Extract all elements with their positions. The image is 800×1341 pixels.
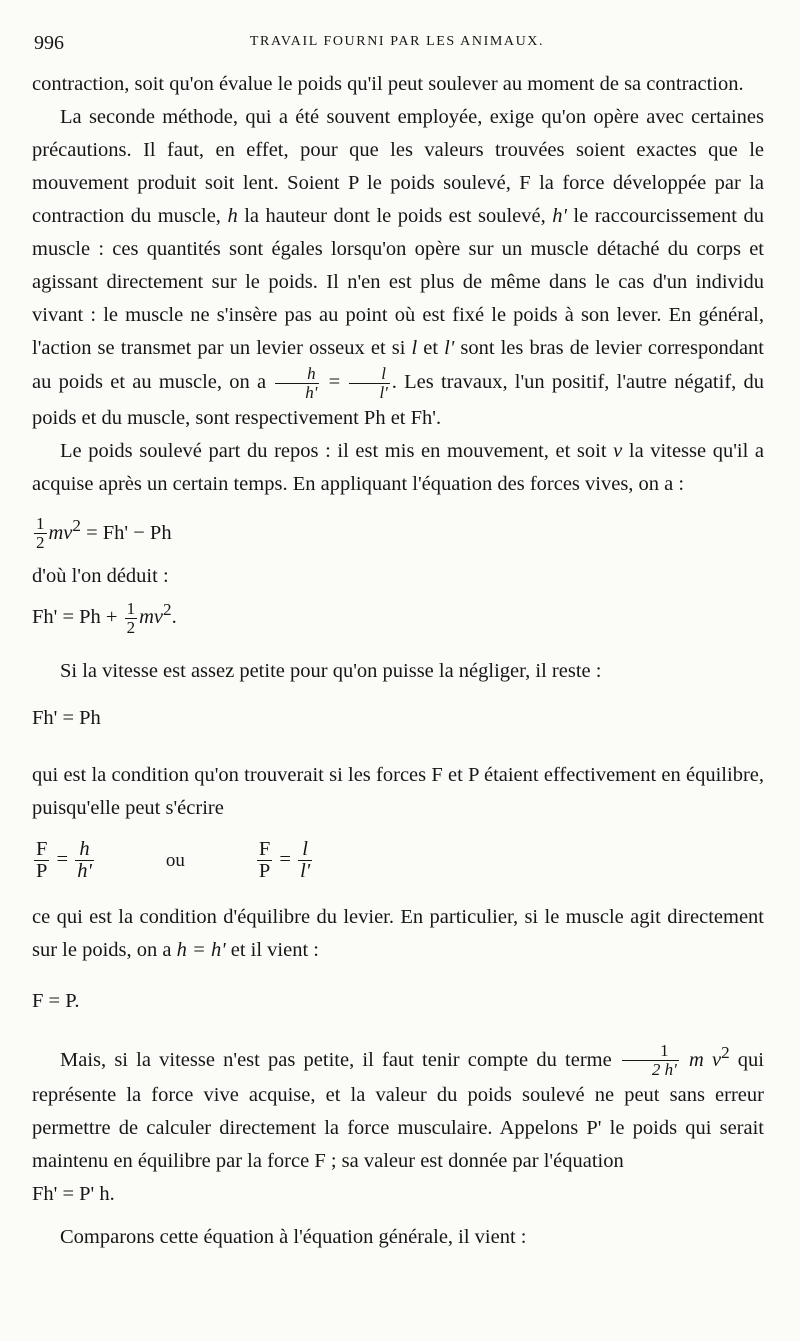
equation-3: Fh' = Ph bbox=[32, 706, 101, 729]
var-l: l bbox=[411, 337, 418, 359]
page-header bbox=[34, 32, 760, 58]
p2-g: et bbox=[385, 406, 411, 429]
eq1-rhs: = Fh' − Ph bbox=[80, 521, 172, 544]
fraction-h-over-h-prime-2: $\frac{h}{h'}$ bbox=[77, 837, 92, 883]
var-h: h bbox=[227, 205, 238, 227]
equation-6: Fh' = P' h. bbox=[32, 1183, 115, 1206]
work-fh-prime: Fh' bbox=[410, 406, 436, 429]
paragraph-7: ce qui est la condition d'équilibre du levier. En particulier, si le muscle agit directement sur le poids, on a h = h' et il vient : bbox=[32, 905, 764, 961]
p8-mv: m v bbox=[688, 1048, 722, 1071]
fraction-f-over-p: $\frac{F}{P}$ bbox=[36, 837, 48, 883]
fraction-one-over-2h-prime: $\frac{1}{2 h'}$ bbox=[622, 1042, 679, 1079]
eq-h-equals-h-prime: h = h' bbox=[176, 938, 226, 961]
eq2-end: . bbox=[171, 605, 177, 628]
p8-square: 2 bbox=[721, 1042, 730, 1062]
p2-end: . bbox=[435, 406, 442, 429]
paragraph-8: Mais, si la vitesse n'est pas petite, il faut tenir compte du terme $\frac{1}{2 h'}$ m $v^2$ qui représente la force vive acquise, et la valeur du poids soulevé ne peut sans erreur permettre de calculer directement la force musculaire. Appelons P' le poids qui serait maintenu en équilibre par la force F ; sa valeur est donnée par l'équation bbox=[32, 1041, 764, 1173]
paragraph-9: Comparons cette équation à l'équation générale, il vient : bbox=[60, 1226, 527, 1249]
equals-sign: = bbox=[321, 371, 348, 394]
body-text bbox=[32, 68, 764, 1254]
eq2-square: 2 bbox=[163, 600, 172, 620]
p2-c: le raccourcissement du muscle : ces quantités sont égales lorsqu'on opère sur un muscle détaché du corps et agissant directement sur le poids. Il n'en est plus de même dans le cas d'un individu vivant : le muscle ne s'insère pas au point où est fixé le poids à son lever. En général, l'action se transmet par un levier osseux et si bbox=[32, 205, 764, 359]
p3-b: la vitesse qu'il a acquise après un certain temps. En appliquant l'équation des forces vives, on a : bbox=[32, 439, 765, 495]
p2-b: la hauteur dont le poids est soulevé, bbox=[237, 205, 553, 227]
p2-f: . Les travaux, l'un positif, l'autre négatif, du poids et du muscle, sont respectivement bbox=[32, 371, 764, 429]
word-ou: ou bbox=[165, 850, 185, 872]
fraction-f-over-p-2: $\frac{F}{P}$ bbox=[258, 837, 271, 883]
paragraph-1: contraction, soit qu'on évalue le poids qu'il peut soulever au moment de sa contraction. bbox=[32, 73, 744, 95]
equation-1 bbox=[32, 509, 764, 552]
fraction-l-over-l-prime: $\frac{l}{l'}$ bbox=[349, 365, 389, 402]
fraction-h-over-h-prime: $\frac{h}{h'}$ bbox=[275, 365, 319, 402]
var-v: v bbox=[613, 439, 623, 462]
equation-2 bbox=[32, 593, 764, 636]
p2-e: sont les bras de levier correspondant au poids et au muscle, on a bbox=[32, 337, 764, 394]
var-l-prime: l' bbox=[444, 337, 455, 359]
paragraph-5: Si la vitesse est assez petite pour qu'on puisse la négliger, il reste : bbox=[60, 659, 602, 682]
var-h-prime: h' bbox=[552, 205, 567, 227]
equation-4: $\frac{F}{P}$ = $\frac{h}{h'}$ ou $\frac{F}{P}$ = $\frac{l}{l'}$ bbox=[36, 837, 311, 883]
fraction-one-half-2: $\frac{1}{2}$ bbox=[126, 598, 136, 637]
paragraph-4: d'où l'on déduit : bbox=[32, 565, 169, 588]
p3-a: Le poids soulevé part du repos : il est mis en mouvement, et soit bbox=[60, 439, 614, 462]
eq2-mv: mv bbox=[139, 605, 164, 628]
eq1-square: 2 bbox=[72, 515, 81, 535]
eq1-mv: mv bbox=[48, 521, 73, 544]
paragraph-6: qui est la condition qu'on trouverait si les forces F et P étaient effectivement en équilibre, puisqu'elle peut s'écrire bbox=[32, 763, 764, 819]
fraction-l-over-l-prime-2: $\frac{l}{l'}$ bbox=[300, 837, 311, 883]
equation-5: F = P. bbox=[32, 989, 80, 1012]
work-ph: Ph bbox=[363, 406, 386, 429]
p2-a: La seconde méthode, qui a été souvent employée, exige qu'on opère avec certaines précautions. Il faut, en effet, pour que les valeurs trouvées soient exactes que le mouvement produit soit lent. Soient P le poids soulevé, F la force développée par la contraction du muscle, bbox=[32, 106, 764, 227]
p2-d: et bbox=[417, 337, 445, 359]
eq2-lhs: Fh' = Ph + bbox=[32, 605, 123, 628]
running-title: TRAVAIL FOURNI PAR LES ANIMAUX. bbox=[249, 34, 545, 49]
fraction-one-half: $\frac{1}{2}$ bbox=[36, 514, 45, 553]
paragraph-3 bbox=[32, 435, 764, 501]
paragraph-2 bbox=[32, 101, 764, 435]
page-number: 996 bbox=[34, 32, 64, 54]
